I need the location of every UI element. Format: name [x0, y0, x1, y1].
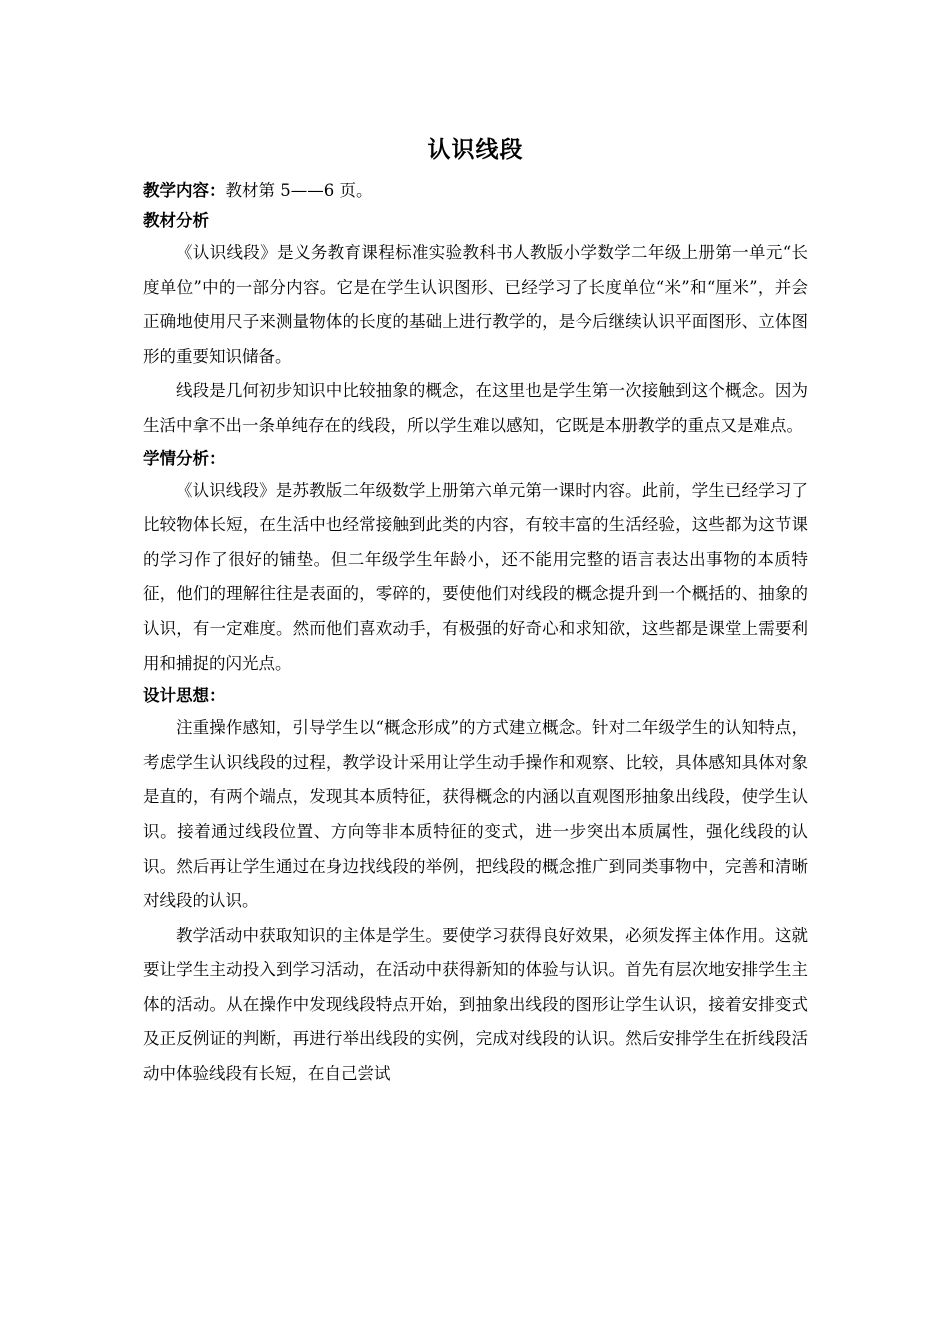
section-design-idea: [143, 681, 808, 1092]
document-title: 认识线段: [427, 137, 524, 163]
paragraph: 《认识线段》是苏教版二年级数学上册第六单元第一课时内容。此前，学生已经学习了比较物体长短，在生活中也经常接触到此类的内容，有较丰富的生活经验，这些都为这节课的学习作了很好的铺垫。但二年级学生年龄小，还不能用完整的语言表达出事物的本质特征，他们的理解往往是表面的，零碎的，要使他们对线段的概念提升到一个概括的、抽象的认识，有一定难度。然而他们喜欢动手，有极强的好奇心和求知欲，这些都是课堂上需要利用和捕捉的闪光点。: [143, 480, 808, 673]
section-heading: 学情分析：: [143, 448, 226, 468]
section-heading: 教材分析: [143, 211, 209, 230]
teaching-content-line: [143, 176, 808, 206]
teaching-content-label: 教学内容：: [143, 181, 226, 200]
paragraph: 《认识线段》是义务教育课程标准实验教科书人教版小学数学二年级上册第一单元“长度单位”中的一部分内容。它是在学生认识图形、已经学习了长度单位“米”和“厘米”，并会正确地使用尺子来测量物体的长度的基础上进行教学的，是今后继续认识平面图形、立体图形的重要知识储备。: [143, 243, 808, 366]
document-page: [143, 128, 808, 1092]
section-textbook-analysis: [143, 206, 808, 444]
paragraph: 线段是几何初步知识中比较抽象的概念，在这里也是学生第一次接触到这个概念。因为生活中拿不出一条单纯存在的线段，所以学生难以感知，它既是本册教学的重点又是难点。: [143, 381, 808, 435]
section-student-analysis: [143, 444, 808, 682]
teaching-content-text: 教材第 5——6 页。: [225, 181, 373, 200]
section-heading: 设计思想：: [143, 686, 226, 706]
paragraph: 教学活动中获取知识的主体是学生。要使学习获得良好效果，必须发挥主体作用。这就要让学生主动投入到学习活动，在活动中获得新知的体验与认识。首先有层次地安排学生主体的活动。从在操作中发现线段特点开始，到抽象出线段的图形让学生认识，接着安排变式及正反例证的判断，再进行举出线段的实例，完成对线段的认识。然后安排学生在折线段活动中体验线段有长短，在自己尝试: [143, 925, 808, 1084]
paragraph: 注重操作感知，引导学生以“概念形成”的方式建立概念。针对二年级学生的认知特点，考虑学生认识线段的过程，教学设计采用让学生动手操作和观察、比较，具体感知具体对象是直的，有两个端点，发现其本质特征，获得概念的内涵以直观图形抽象出线段，使学生认识。接着通过线段位置、方向等非本质特征的变式，进一步突出本质属性，强化线段的认识。然后再让学生通过在身边找线段的举例，把线段的概念推广到同类事物中，完善和清晰对线段的认识。: [143, 718, 808, 911]
